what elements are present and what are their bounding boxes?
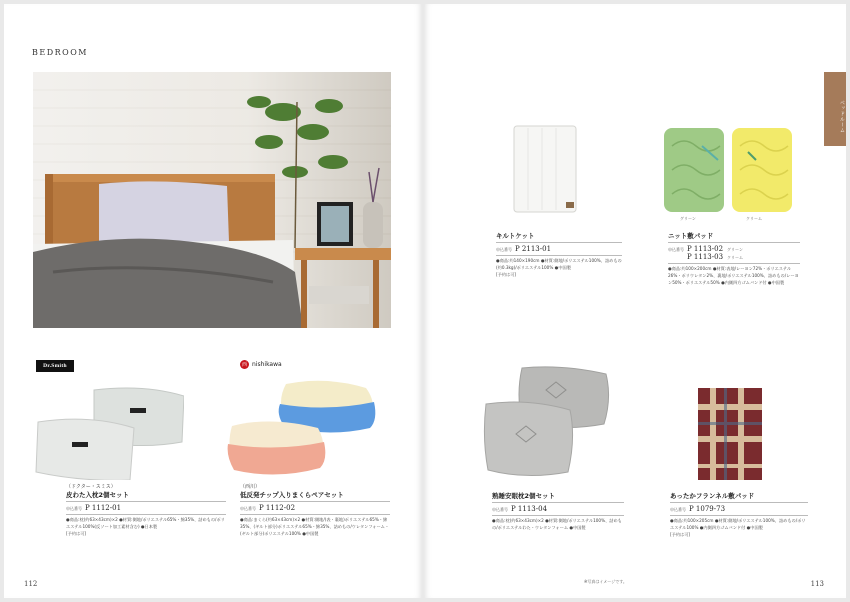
product-spec: ●商品:まくら(約63×43cm)×2 ●材質:側地/(表・裏地)ポリエステル65%・綿35%、(ギルト部分)ポリエステル65%・綿35%、詰めもの/ウレタンフォーム・(ギルト部分)ポリエステル100% ●中国製: [240, 517, 390, 536]
product-name: あったかフランネル敷パッド: [670, 492, 755, 500]
divider: [492, 515, 624, 516]
color-tag: グリーン: [727, 246, 743, 252]
code-label: 申込番号: [492, 506, 508, 512]
product-code: P 1113-03: [687, 252, 724, 261]
divider: [66, 514, 226, 515]
product-image-quilt: [510, 122, 582, 216]
divider: [240, 514, 390, 515]
divider: [668, 242, 800, 243]
product-spec: ●商品:約140×190cm ●材質:側地/ポリエステル100%、詰めもの(約0.3kg)/ポリエステル100% ●中国製: [496, 258, 622, 270]
product-code: P 2113-01: [515, 244, 552, 253]
divider: [496, 255, 622, 256]
product-info-drsmith: [66, 484, 226, 537]
product-brand-ruby: （西川）: [240, 484, 261, 490]
color-tag: クリーム: [727, 254, 744, 260]
divider: [668, 263, 800, 264]
code-label: 申込番号: [668, 246, 684, 252]
product-image-flannel: [696, 386, 764, 482]
swatch-label-green: グリーン: [680, 216, 696, 221]
product-info-anmin-pillow: [492, 492, 624, 531]
divider: [670, 502, 808, 503]
product-image-nishikawa: [226, 376, 386, 482]
product-spec: ●商品:枕(約63×43cm)×2 ●材質:側地/ポリエステル100%、詰めもの/ポリエステルわた・ウレタンフォーム ●中国製: [492, 518, 622, 530]
left-page: [4, 4, 422, 598]
product-brand-ruby: （ドクター・スミス）: [66, 484, 116, 490]
nishikawa-logo-icon: 西: [241, 362, 247, 368]
product-name: 皮わた入枕2個セット: [66, 491, 130, 499]
divider: [496, 242, 622, 243]
swatch-label-cream: クリーム: [746, 216, 762, 221]
code-label: 申込番号: [496, 246, 512, 252]
product-name: ニット敷パッド: [668, 232, 714, 240]
product-image-knit-pad: [662, 126, 798, 216]
code-label: 申込番号: [66, 505, 82, 511]
product-note: [予約は可]: [670, 532, 691, 537]
product-info-flannel: [670, 492, 808, 538]
product-note: [予約は可]: [66, 531, 87, 536]
product-spec: ●商品:約100×205cm ●材質:側地/ポリエステル100%、詰めもの/ポリエステル100% ●内側四方ゴムバンド付 ●中国製: [670, 518, 806, 530]
brand-logo-drsmith: Dr.Smith: [36, 360, 74, 372]
brand-name: nishikawa: [252, 361, 282, 368]
right-page: [424, 4, 846, 598]
divider: [66, 501, 226, 502]
brand-logo-nishikawa: [240, 360, 282, 369]
divider: [240, 501, 390, 502]
product-drsmith: [36, 360, 186, 372]
product-image-drsmith: [34, 380, 184, 480]
bedroom-photo: [33, 72, 391, 328]
product-note: [予約は可]: [496, 272, 517, 277]
product-spec: ●商品:約100×200cm ●材質:表地/レーヨン72%・ポリエステル26%・ポリウレタン2%、裏地/ポリエステル100%、詰めもの/レーヨン50%・ポリエステル50% ●内側四方ゴムバンド付 ●中国製: [668, 266, 799, 285]
product-image-anmin-pillow: [482, 364, 612, 482]
product-spec: ●商品:枕(約63×43cm)×2 ●材質:側地/ポリエステル65%・綿35%、詰めもの/ポリエステル100%(反ソート加工素材含む) ●日本製: [66, 517, 225, 529]
product-info-nishikawa: [240, 484, 390, 537]
product-name: 低反発チップ入りまくらペアセット: [240, 491, 344, 499]
product-code: P 1113-04: [511, 504, 548, 513]
page-number: 112: [24, 580, 38, 588]
product-info-quilt: [496, 232, 622, 278]
page-number: 113: [810, 580, 824, 588]
code-label: 申込番号: [670, 506, 686, 512]
product-info-knit-pad: [668, 232, 800, 286]
product-name: 熟睡安眠枕2個セット: [492, 492, 556, 500]
product-code: P 1113-02: [687, 244, 724, 253]
section-side-tab[interactable]: ベッドルーム: [824, 72, 846, 146]
section-title: BEDROOM: [32, 48, 88, 57]
code-label: 申込番号: [240, 505, 256, 511]
product-code: P 1079-73: [689, 504, 726, 513]
product-code: P 1112-01: [85, 503, 122, 512]
product-name: キルトケット: [496, 232, 535, 240]
divider: [670, 515, 808, 516]
footnote: ※写真はイメージです。: [584, 579, 627, 584]
product-nishikawa: [240, 360, 282, 369]
product-code: P 1112-02: [259, 503, 296, 512]
divider: [492, 502, 624, 503]
